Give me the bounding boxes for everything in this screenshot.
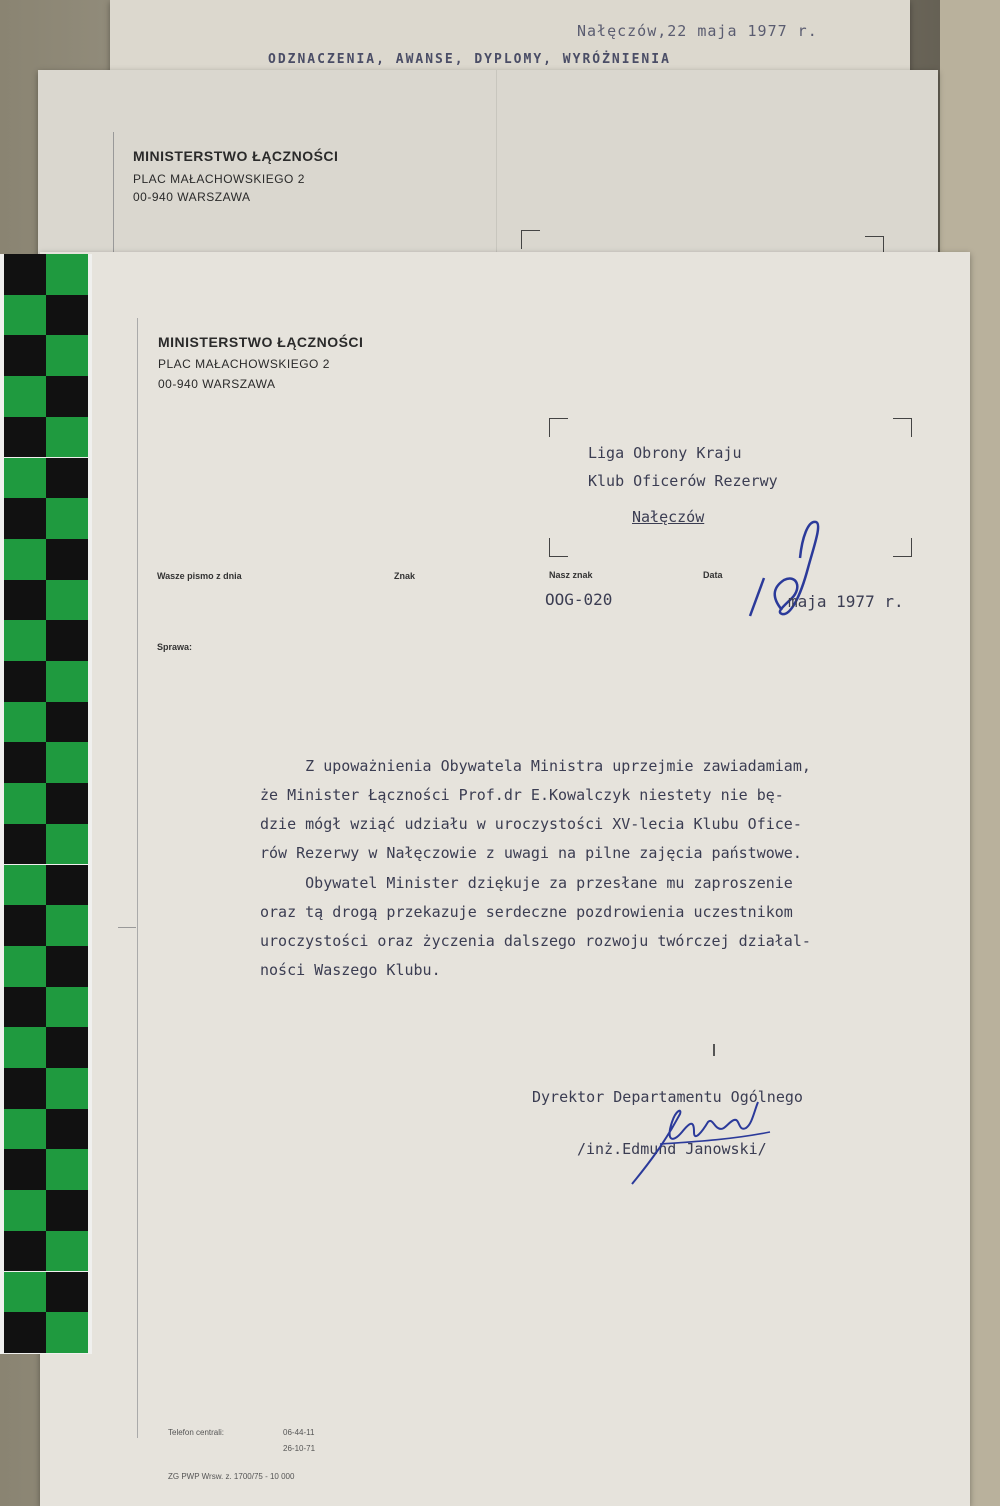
scale-square: [46, 783, 88, 824]
signatory-name: /inż.Edmund Janowski/: [577, 1140, 767, 1158]
scale-square: [46, 702, 88, 743]
scale-square: [46, 376, 88, 417]
handwritten-signature: [620, 1092, 780, 1192]
middle-letterhead-street: PLAC MAŁACHOWSKIEGO 2: [133, 172, 305, 186]
scale-square: [46, 458, 88, 499]
address-corner-mark: [893, 418, 912, 437]
scale-square: [46, 295, 88, 336]
scale-square: [46, 1272, 88, 1313]
matter-label: Sprawa:: [157, 642, 193, 652]
your-letter-label: Wasze pismo z dnia: [157, 571, 242, 581]
recipient-line-1: Liga Obrony Kraju: [588, 444, 742, 462]
letterhead-street: PLAC MAŁACHOWSKIEGO 2: [158, 357, 330, 371]
recipient-line-2: Klub Oficerów Rezerwy: [588, 472, 778, 490]
address-corner-mark: [893, 538, 912, 557]
middle-letterhead-title: MINISTERSTWO ŁĄCZNOŚCI: [133, 148, 339, 164]
scale-square: [46, 987, 88, 1028]
sign-label: Znak: [394, 571, 416, 581]
scale-square: [46, 905, 88, 946]
scale-square: [46, 335, 88, 376]
scale-square: [4, 865, 46, 906]
scale-square: [46, 620, 88, 661]
address-corner-mark: [549, 538, 568, 557]
scale-square: [4, 539, 46, 580]
handwritten-date-day: [742, 518, 832, 628]
scale-square: [4, 824, 46, 865]
letterhead-title: MINISTERSTWO ŁĄCZNOŚCI: [158, 334, 364, 350]
scale-square: [46, 498, 88, 539]
scale-square: [46, 1231, 88, 1272]
scale-square: [4, 417, 46, 458]
scale-square: [46, 661, 88, 702]
scale-square: [4, 1231, 46, 1272]
middle-letterhead-city: 00-940 WARSZAWA: [133, 190, 251, 204]
scale-square: [46, 1312, 88, 1353]
scale-square: [4, 1109, 46, 1150]
middle-sheet: [38, 70, 938, 270]
top-sheet-date: Nałęczów,22 maja 1977 r.: [577, 22, 818, 40]
scale-square: [4, 254, 46, 295]
scale-square: [46, 254, 88, 295]
scale-square: [4, 1068, 46, 1109]
date-label: Data: [703, 570, 723, 580]
scale-square: [4, 1312, 46, 1353]
footer-print-info: ZG PWP Wrsw. z. 1700/75 - 10 000: [168, 1472, 295, 1481]
scale-square: [4, 946, 46, 987]
scale-square: [46, 946, 88, 987]
fold-line: [496, 70, 497, 255]
footer-phone-label: Telefon centrali:: [168, 1428, 225, 1437]
body-paragraph-2: Obywatel Minister dziękuje za przesłane mu zaproszenie oraz tą drogą przekazuje serdeczne pozdrowienia uczestnikom uroczystości oraz życzenia dalszego rozwoju twórczej działal- ności Waszego Klubu.: [260, 874, 811, 979]
scale-square: [4, 620, 46, 661]
address-corner-mark: [549, 418, 568, 437]
ink-mark: [713, 1044, 715, 1056]
scale-square: [4, 1272, 46, 1313]
margin-line: [113, 132, 114, 252]
footer-phone-1: 06-44-11: [283, 1428, 315, 1437]
scale-square: [4, 580, 46, 621]
scale-square: [4, 1190, 46, 1231]
date-value: maja 1977 r.: [788, 592, 904, 611]
scale-square: [46, 1068, 88, 1109]
scale-square: [46, 865, 88, 906]
scale-square: [46, 1149, 88, 1190]
scale-bar: [0, 254, 92, 1354]
our-sign-label: Nasz znak: [549, 570, 593, 580]
scale-square: [46, 539, 88, 580]
scale-square: [46, 1027, 88, 1068]
our-sign-value: OOG-020: [545, 590, 613, 609]
scale-square: [4, 295, 46, 336]
scale-square: [4, 498, 46, 539]
scale-square: [4, 376, 46, 417]
scale-square: [4, 335, 46, 376]
address-corner-mark: [521, 230, 540, 249]
scale-square: [4, 702, 46, 743]
scale-square: [4, 1027, 46, 1068]
signatory-title: Dyrektor Departamentu Ogólnego: [532, 1088, 803, 1106]
scale-square: [4, 783, 46, 824]
top-sheet-heading: ODZNACZENIA, AWANSE, DYPLOMY, WYRÓŻNIENIA: [268, 52, 671, 67]
scale-square: [46, 824, 88, 865]
footer-phone-2: 26-10-71: [283, 1444, 316, 1453]
scale-square: [46, 417, 88, 458]
scale-square: [4, 987, 46, 1028]
body-paragraph-1: Z upoważnienia Obywatela Ministra uprzejmie zawiadamiam, że Minister Łączności Prof.dr E.Kowalczyk niestety nie bę- dzie mógł wziąć udziału w uroczystości XV-lecia Klubu Oficе- rów Rezerwy w Nałęczowie z uwagi na pilne zajęcia państwowe.: [260, 757, 811, 862]
scale-square: [4, 458, 46, 499]
recipient-city: Nałęczów: [632, 508, 705, 526]
scale-square: [46, 1109, 88, 1150]
scale-square: [46, 580, 88, 621]
scale-square: [4, 742, 46, 783]
scale-square: [46, 742, 88, 783]
letterhead-city: 00-940 WARSZAWA: [158, 377, 276, 391]
scale-square: [4, 661, 46, 702]
fold-tick: [118, 927, 136, 928]
scale-square: [4, 1149, 46, 1190]
scale-square: [4, 905, 46, 946]
margin-line: [137, 318, 138, 1438]
scale-square: [46, 1190, 88, 1231]
